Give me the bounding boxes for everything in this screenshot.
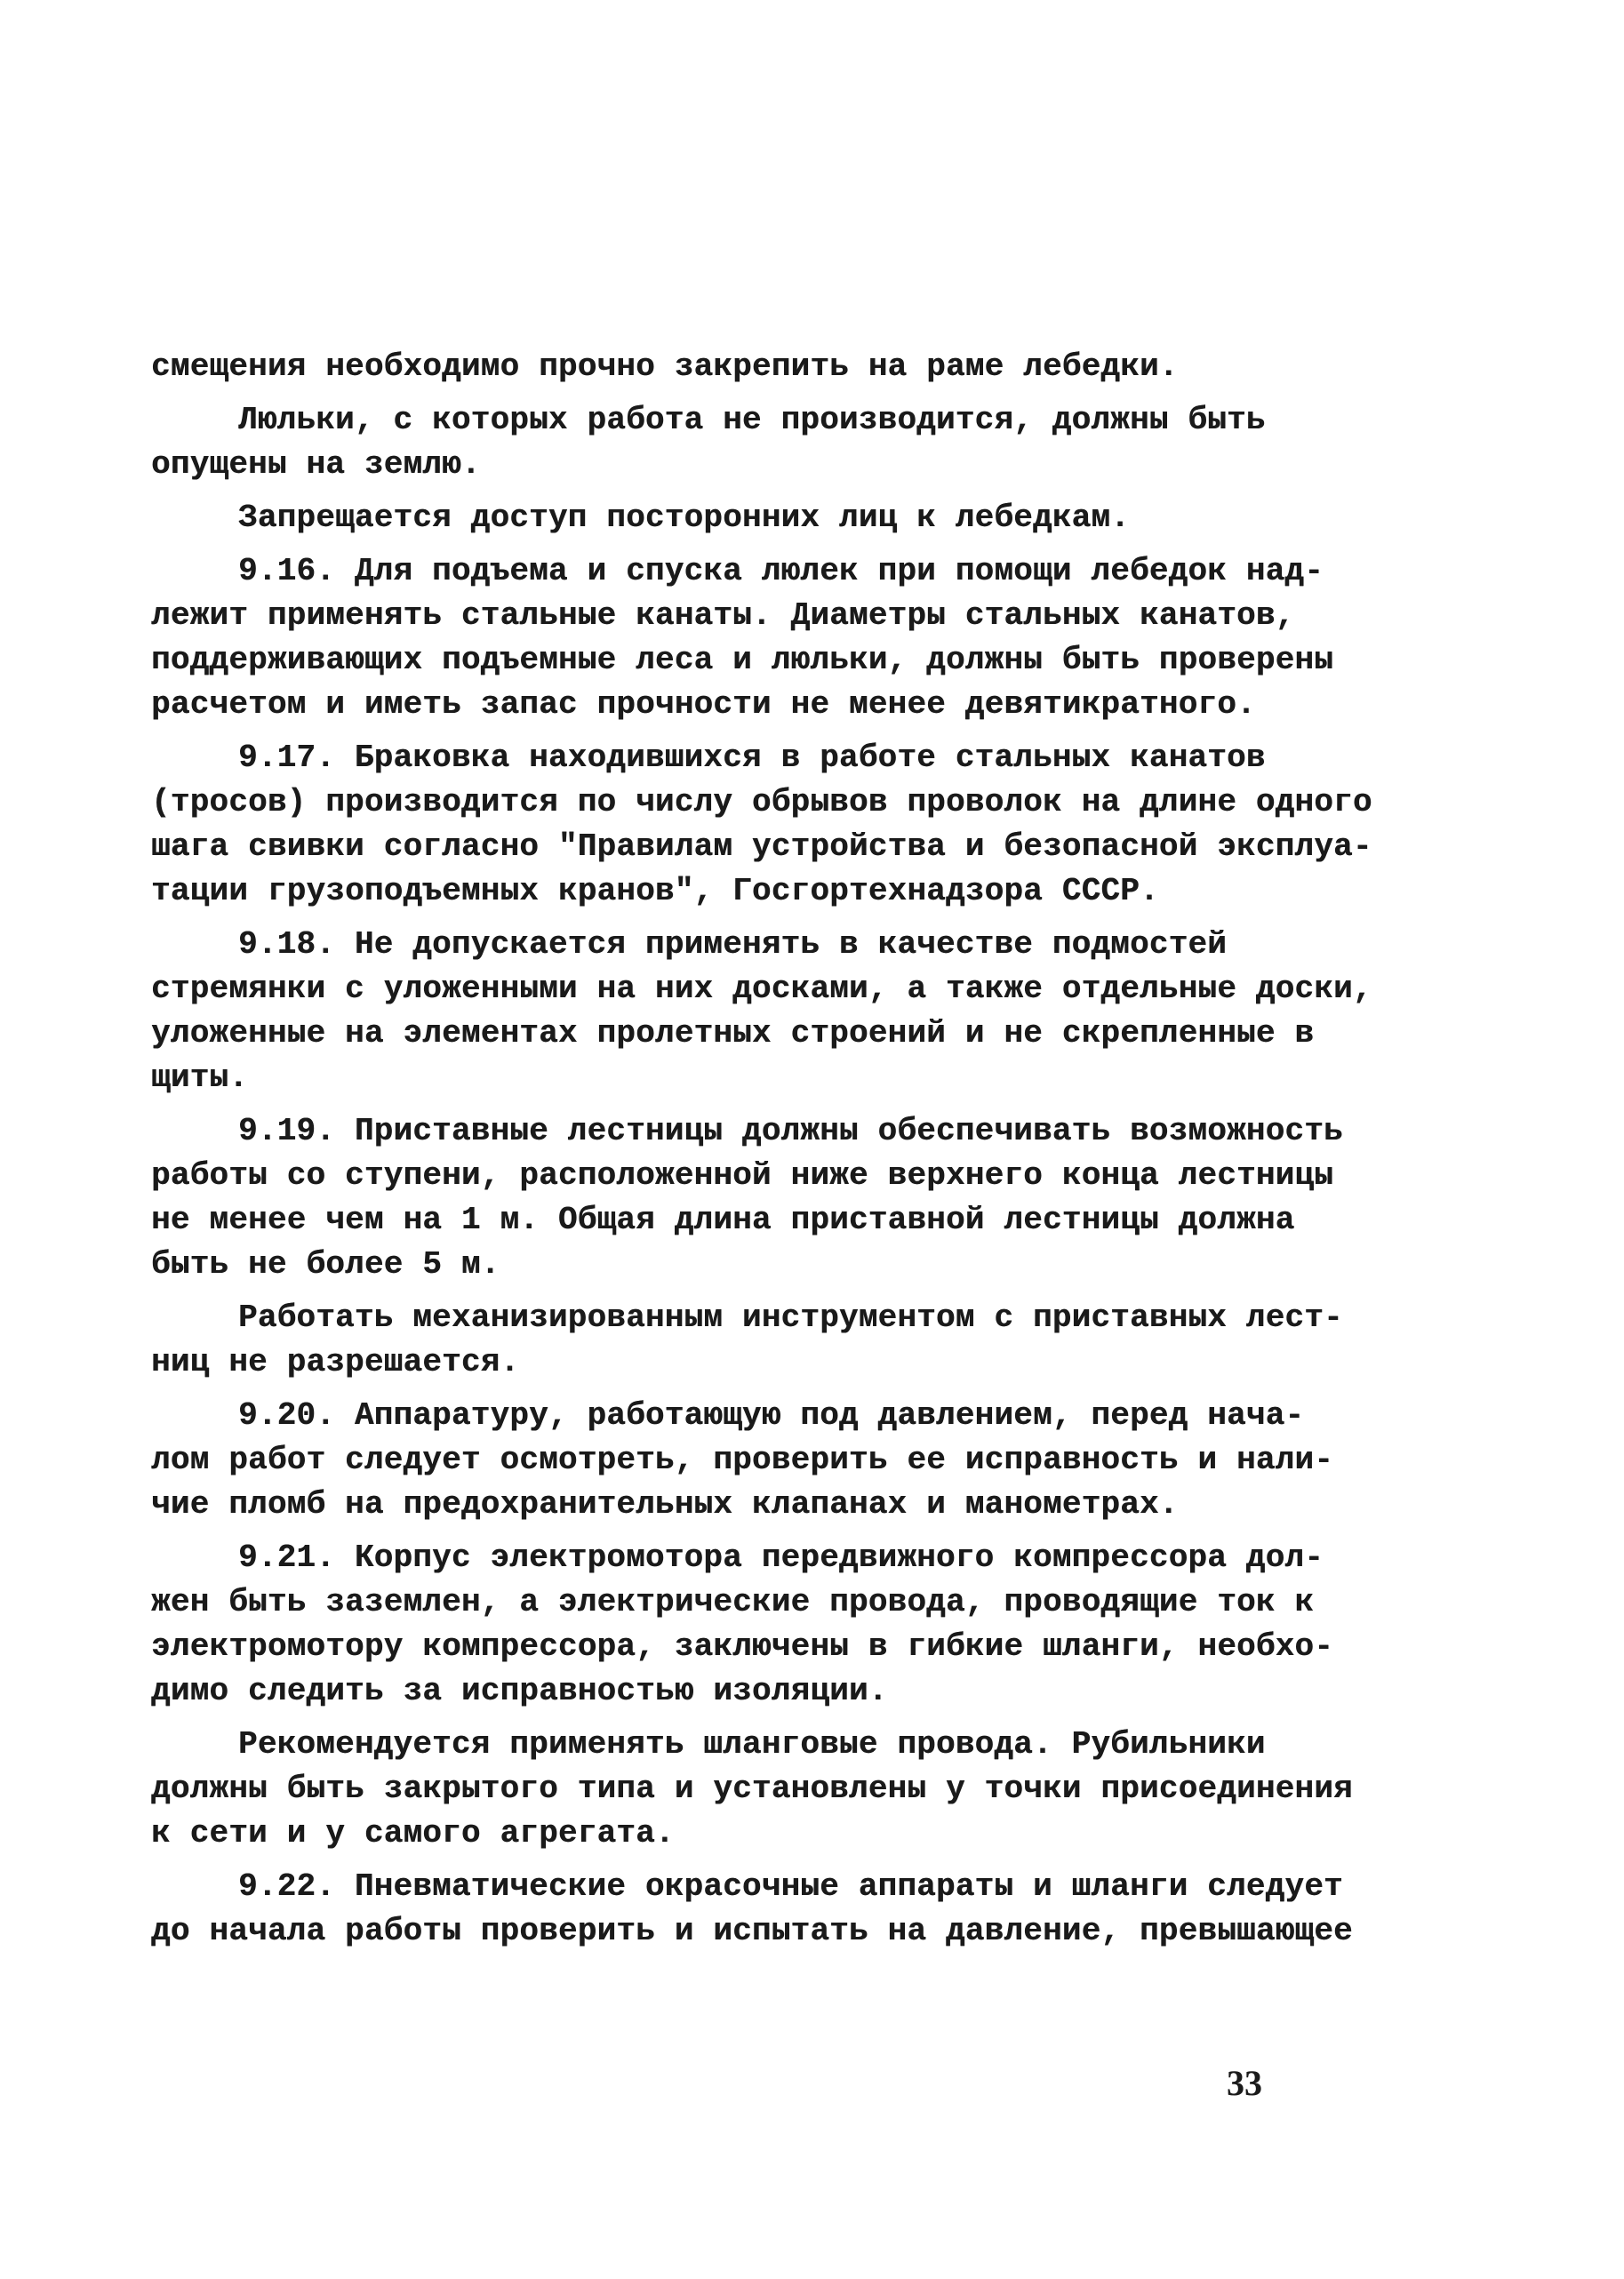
text-line: Работать механизированным инструментом с приставных лест- <box>238 1299 1343 1336</box>
text-line: лежит применять стальные канаты. Диаметры стальных канатов, <box>151 597 1295 634</box>
text-line: чие пломб на предохранительных клапанах и манометрах. <box>151 1486 1179 1523</box>
text-line: 9.22. Пневматические окрасочные аппараты и шланги следует <box>238 1868 1343 1905</box>
text-line: (тросов) производится по числу обрывов проволок на длине одного <box>151 784 1372 820</box>
paragraph-gap <box>151 1856 1307 1865</box>
paragraph <box>151 398 1307 487</box>
text-line: 9.16. Для подъема и спуска люлек при помощи лебедок над- <box>238 553 1324 589</box>
text-line: должны быть закрытого типа и установлены у точки присоединения <box>151 1771 1353 1807</box>
paragraph <box>151 1536 1334 1714</box>
text-line: 9.18. Не допускается применять в качестве подмостей <box>238 926 1227 963</box>
paragraph-gap <box>151 914 1307 923</box>
paragraph-gap <box>151 1527 1307 1536</box>
paragraph <box>151 923 1372 1100</box>
text-line: Рекомендуется применять шланговые провода. Рубильники <box>238 1726 1266 1763</box>
text-line: стремянки с уложенными на них досками, а также отдельные доски, <box>151 971 1372 1007</box>
paragraph <box>151 549 1334 727</box>
paragraph-gap <box>151 1287 1307 1296</box>
text-line: шага свивки согласно "Правилам устройства и безопасной эксплуа- <box>151 828 1372 865</box>
text-line: до начала работы проверить и испытать на давление, превышающее <box>151 1913 1353 1949</box>
text-line: 9.19. Приставные лестницы должны обеспечивать возможность <box>238 1113 1343 1149</box>
paragraph <box>151 1109 1343 1287</box>
paragraph-gap <box>151 1714 1307 1723</box>
text-line: 9.20. Аппаратуру, работающую под давлением, перед нача- <box>238 1397 1305 1434</box>
text-line: ниц не разрешается. <box>151 1344 520 1380</box>
text-line: уложенные на элементах пролетных строений и не скрепленные в <box>151 1015 1315 1052</box>
text-line: Запрещается доступ посторонних лиц к лебедкам. <box>238 500 1130 536</box>
text-line: лом работ следует осмотреть, проверить ее исправность и нали- <box>151 1442 1334 1478</box>
text-line: быть не более 5 м. <box>151 1246 500 1283</box>
paragraph-gap <box>151 727 1307 736</box>
paragraph <box>151 736 1372 914</box>
text-line: 9.17. Браковка находившихся в работе стальных канатов <box>238 740 1266 776</box>
paragraph-gap <box>151 540 1307 549</box>
text-line: тации грузоподъемных кранов", Госгортехнадзора СССР. <box>151 873 1159 909</box>
text-line: димо следить за исправностью изоляции. <box>151 1673 888 1709</box>
paragraph-gap <box>151 1385 1307 1394</box>
text-line: опущены на землю. <box>151 446 481 483</box>
paragraph <box>151 496 1307 540</box>
paragraph-gap <box>151 389 1307 398</box>
page-number: 33 <box>1227 2063 1262 2103</box>
text-line: жен быть заземлен, а электрические провода, проводящие ток к <box>151 1584 1315 1620</box>
text-line: к сети и у самого агрегата. <box>151 1815 675 1851</box>
text-line: Люльки, с которых работа не производится, должны быть <box>238 402 1266 438</box>
paragraph <box>151 1723 1353 1856</box>
text-line: не менее чем на 1 м. Общая длина приставной лестницы должна <box>151 1202 1295 1238</box>
text-line: поддерживающих подъемные леса и люльки, должны быть проверены <box>151 642 1334 678</box>
paragraph <box>151 1394 1334 1527</box>
document-body <box>151 345 1372 1954</box>
text-line: щиты. <box>151 1060 249 1096</box>
paragraph-gap <box>151 1100 1307 1109</box>
text-line: смещения необходимо прочно закрепить на раме лебедки. <box>151 348 1179 385</box>
paragraph <box>151 345 1307 389</box>
text-line: 9.21. Корпус электромотора передвижного компрессора дол- <box>238 1539 1324 1576</box>
paragraph <box>151 1296 1343 1385</box>
text-line: электромотору компрессора, заключены в гибкие шланги, необхо- <box>151 1628 1334 1665</box>
paragraph-gap <box>151 487 1307 496</box>
text-line: работы со ступени, расположенной ниже верхнего конца лестницы <box>151 1157 1334 1194</box>
paragraph <box>151 1865 1353 1954</box>
text-line: расчетом и иметь запас прочности не менее девятикратного. <box>151 686 1256 723</box>
